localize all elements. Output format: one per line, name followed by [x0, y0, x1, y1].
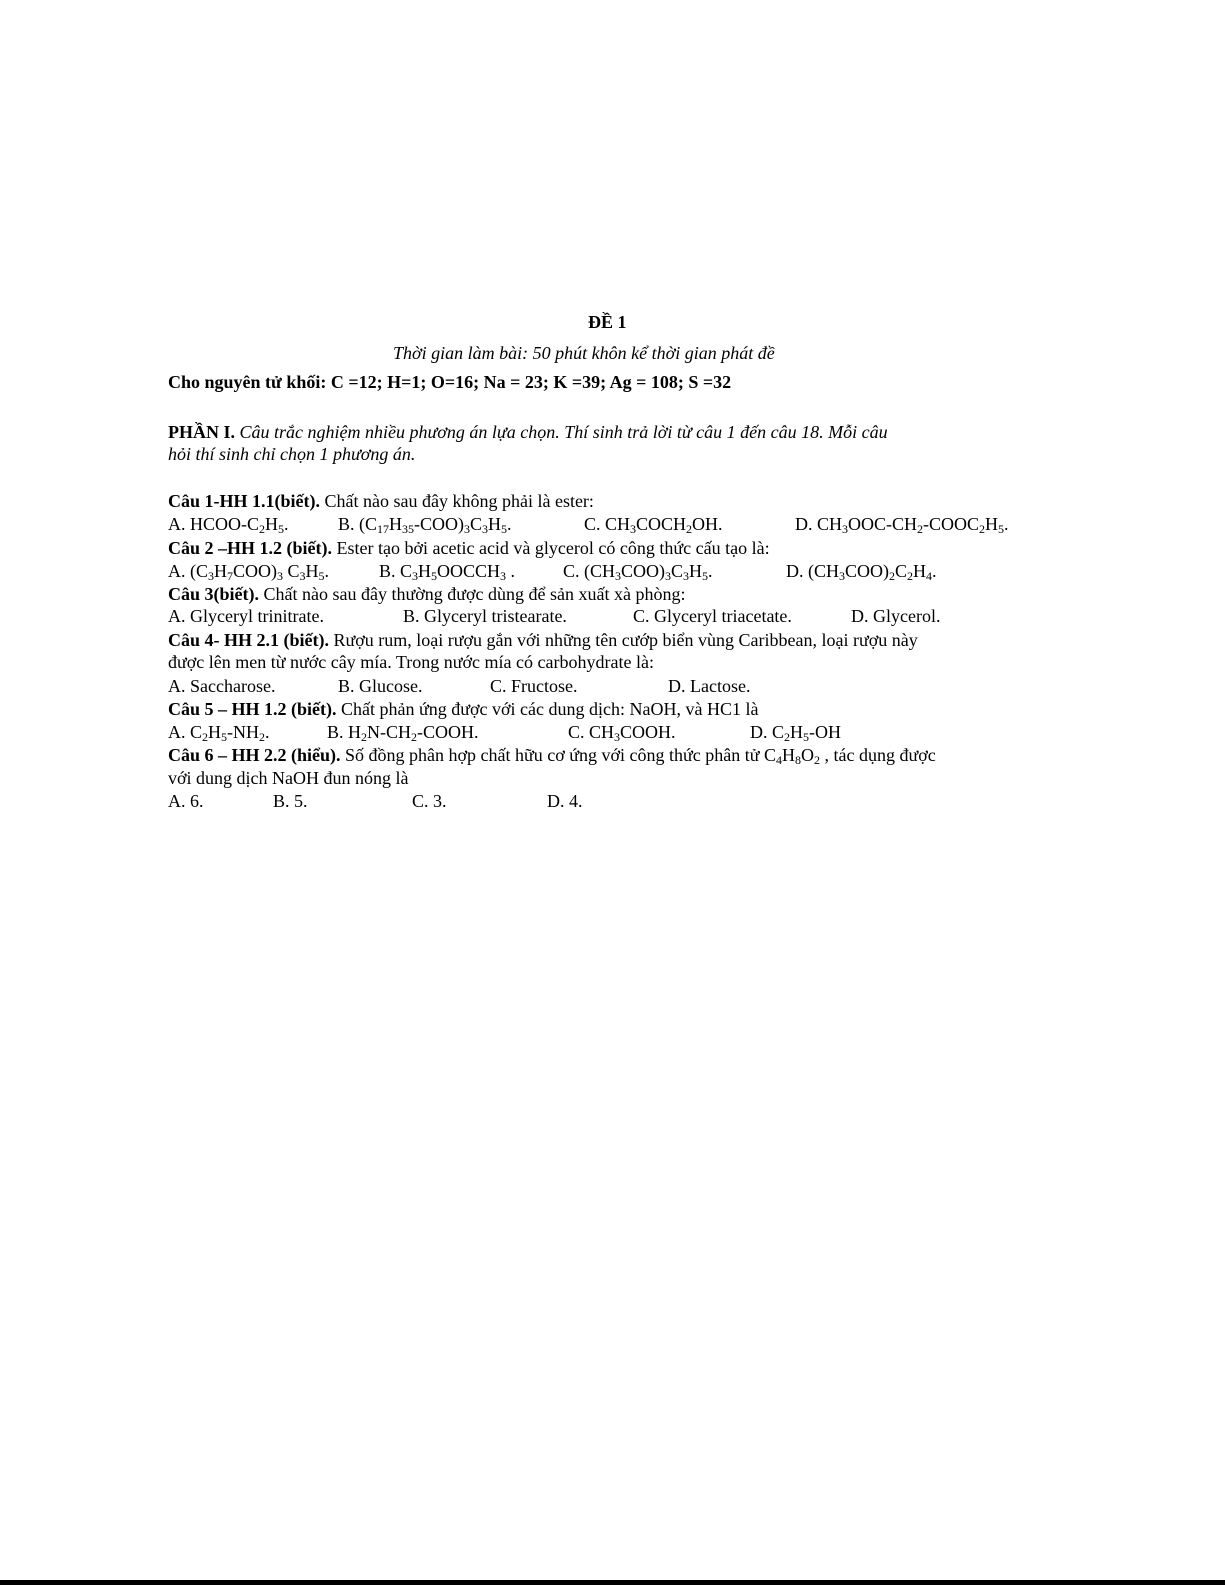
option-b: B. $C_3H_5OOCCH_3$ .: [379, 561, 516, 583]
option-d: D. Lactose.: [668, 676, 751, 696]
option-d: D. $C_2H_5-OH$: [750, 722, 842, 744]
option-b: B. 5.: [273, 791, 308, 811]
option-a: A. 6.: [168, 791, 204, 811]
option-c: C. 3.: [412, 791, 447, 811]
question-3: Câu 3(biết). Chất nào sau đây thường được dùng để sản xuất xà phòng:: [168, 584, 686, 604]
question-2: Câu 2 –HH 1.2 (biết). Ester tạo bởi acetic acid và glycerol có công thức cấu tạo là:: [168, 538, 770, 558]
option-a: A. Saccharose.: [168, 676, 276, 696]
time-note: Thời gian làm bài: 50 phút khôn kể thời gian phát đề: [393, 343, 775, 363]
option-c: C. Glyceryl triacetate.: [633, 606, 792, 626]
question-6: Câu 6 – HH 2.2 (hiểu). Số đồng phân hợp chất hữu cơ ứng với công thức phân tử $C_4H_8O_2$ , tác dụng được: [168, 745, 936, 767]
question-4: Câu 4- HH 2.1 (biết). Rượu rum, loại rượu gắn với những tên cướp biển vùng Caribbean, loại rượu này: [168, 630, 918, 650]
question-5: Câu 5 – HH 1.2 (biết). Chất phản ứng được với các dung dịch: NaOH, và HC1 là: [168, 699, 759, 719]
part1-instruction-line1: PHẦN I. Câu trắc nghiệm nhiều phương án lựa chọn. Thí sinh trả lời từ câu 1 đến câu 18. Mỗi câu: [168, 422, 888, 442]
option-c: C. $CH_3COCH_2OH$.: [584, 514, 723, 536]
option-c: C. Fructose.: [490, 676, 578, 696]
question-1: Câu 1-HH 1.1(biết). Chất nào sau đây không phải là ester:: [168, 491, 594, 511]
option-a: A. $C_2H_5-NH_2$.: [168, 722, 270, 744]
clipped-title: ĐỀ 1: [588, 312, 627, 332]
option-b: B. Glyceryl tristearate.: [403, 606, 567, 626]
option-d: D. $(CH_3COO)_2C_2H_4$.: [786, 561, 937, 583]
bottom-rule: [0, 1580, 1225, 1585]
option-a: A. Glyceryl trinitrate.: [168, 606, 324, 626]
option-c: C. $(CH_3COO)_3C_3H_5$.: [563, 561, 713, 583]
question-6-continued: với dung dịch NaOH đun nóng là: [168, 768, 409, 788]
option-d: D. Glycerol.: [851, 606, 941, 626]
option-a: A. HCOO-$C_2H_5$.: [168, 514, 289, 536]
option-b: B. $H_2N-CH_2$-COOH.: [327, 722, 479, 744]
option-d: D. 4.: [547, 791, 583, 811]
option-d: D. $CH_3OOC-CH_2-COOC_2H_5$.: [795, 514, 1009, 536]
option-b: B. $(C_{17}H_{35}-COO)_3C_3H_5$.: [338, 514, 512, 536]
part1-instruction-line2: hỏi thí sinh chỉ chọn 1 phương án.: [168, 444, 416, 464]
option-b: B. Glucose.: [338, 676, 423, 696]
question-4-continued: được lên men từ nước cây mía. Trong nước mía có carbohydrate là:: [168, 652, 654, 672]
option-a: A. $(C_3H_7COO)_3$ $C_3H_5$.: [168, 561, 330, 583]
option-c: C. $CH_3COOH$.: [568, 722, 676, 744]
atomic-masses: Cho nguyên tử khối: C =12; H=1; O=16; Na = 23; K =39; Ag = 108; S =32: [168, 372, 732, 392]
